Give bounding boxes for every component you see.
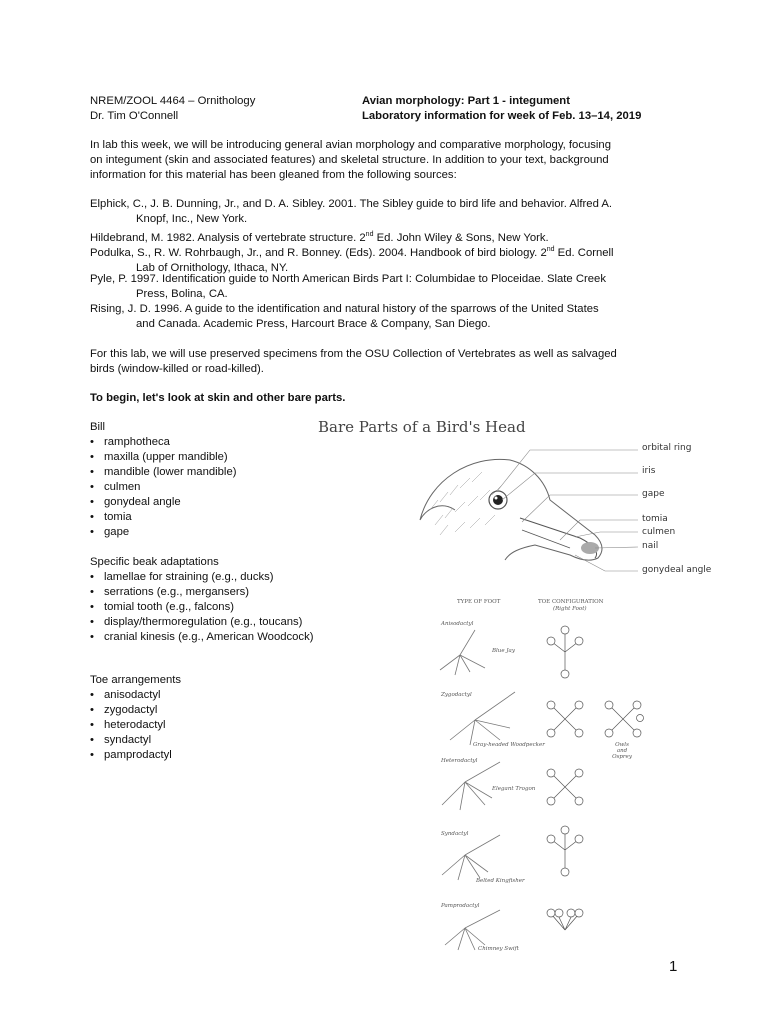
- toe-config-header: TOE CONFIGURATION: [538, 599, 604, 605]
- foot-type-pamprodactyl: Pamprodactyl: [441, 903, 480, 909]
- label-gape: gape: [642, 489, 665, 499]
- toes-list: [90, 688, 172, 763]
- label-gonydeal-angle: gonydeal angle: [642, 565, 712, 575]
- bird-elegant-trogon: Elegant Trogon: [492, 786, 536, 792]
- list-item: • pamprodactyl: [90, 748, 172, 763]
- intro-paragraph: In lab this week, we will be introducing general avian morphology and comparative morphology, focusing on integument (skin and associated features) and skeletal structure. In addition to your text, background information for this material has been gleaned from the following sources:: [90, 139, 611, 181]
- list-item: • heterodactyl: [90, 718, 172, 733]
- label-tomia: tomia: [642, 514, 668, 524]
- specimens-paragraph: For this lab, we will use preserved specimens from the OSU Collection of Vertebrates as well as salvaged birds (window-killed or road-killed).: [90, 348, 617, 375]
- reference-rising: Rising, J. D. 1996. A guide to the identification and natural history of the sparrows of the United States and Canada. Academic Press, Harcourt Brace & Company, San Diego.: [90, 303, 599, 330]
- list-item: • culmen: [90, 480, 237, 495]
- begin-heading: To begin, let's look at skin and other bare parts.: [90, 392, 346, 404]
- list-item: • gape: [90, 525, 237, 540]
- bill-heading: Bill: [90, 421, 106, 433]
- list-item: • anisodactyl: [90, 688, 172, 703]
- list-item: • zygodactyl: [90, 703, 172, 718]
- label-culmen: culmen: [642, 527, 676, 537]
- toe-config-subheader: (Right Foot): [553, 606, 587, 612]
- toes-heading: Toe arrangements: [90, 674, 182, 686]
- beak-list: [90, 570, 314, 645]
- list-item: • gonydeal angle: [90, 495, 237, 510]
- list-item: • lamellae for straining (e.g., ducks): [90, 570, 314, 585]
- foot-type-zygodactyl: Zygodactyl: [441, 692, 472, 698]
- label-orbital-ring: orbital ring: [642, 443, 692, 453]
- reference-pyle: Pyle, P. 1997. Identification guide to North American Birds Part I: Columbidae to Ploceidae. Slate Creek Press, Bolina, CA.: [90, 273, 606, 300]
- beak-heading: Specific beak adaptations: [90, 556, 219, 568]
- reference-hildebrand: Hildebrand, M. 1982. Analysis of vertebrate structure. 2nd Ed. John Wiley & Sons, New York.: [90, 231, 549, 244]
- reference-podulka: Podulka, S., R. W. Rohrbaugh, Jr., and R. Bonney. (Eds). 2004. Handbook of bird biology. 2nd Ed. Cornell Lab of Ornithology, Ithaca, NY.: [90, 246, 614, 274]
- list-item: • display/thermoregulation (e.g., toucans): [90, 615, 314, 630]
- document-title: Avian morphology: Part 1 - integument: [362, 95, 570, 107]
- bird-blue-jay: Blue Jay: [492, 648, 515, 654]
- list-item: • syndactyl: [90, 733, 172, 748]
- bill-list: [90, 435, 237, 540]
- foot-type-heterodactyl: Heterodactyl: [441, 758, 478, 764]
- list-item: • mandible (lower mandible): [90, 465, 237, 480]
- list-item: • maxilla (upper mandible): [90, 450, 237, 465]
- document-subtitle: Laboratory information for week of Feb. 13–14, 2019: [362, 110, 642, 122]
- label-nail: nail: [642, 541, 659, 551]
- bird-chimney-swift: Chimney Swift: [478, 946, 519, 952]
- list-item: • tomia: [90, 510, 237, 525]
- list-item: • serrations (e.g., mergansers): [90, 585, 314, 600]
- list-item: • ramphotheca: [90, 435, 237, 450]
- bird-gray-headed-woodpecker: Gray-headed Woodpecker: [473, 742, 545, 748]
- foot-type-anisodactyl: Anisodactyl: [441, 621, 474, 627]
- instructor-name: Dr. Tim O'Connell: [90, 110, 179, 122]
- list-item: • cranial kinesis (e.g., American Woodcock): [90, 630, 314, 645]
- list-item: • tomial tooth (e.g., falcons): [90, 600, 314, 615]
- foot-types-illustration: [430, 610, 650, 960]
- bird-belted-kingfisher: Belted Kingfisher: [476, 878, 525, 884]
- foot-type-syndactyl: Syndactyl: [441, 831, 469, 837]
- label-iris: iris: [642, 466, 656, 476]
- course-name: NREM/ZOOL 4464 – Ornithology: [90, 95, 256, 107]
- reference-elphick: Elphick, C., J. B. Dunning, Jr., and D. A. Sibley. 2001. The Sibley guide to bird life and behavior. Alfred A. Knopf, Inc., New York.: [90, 198, 613, 225]
- page-number: 1: [669, 958, 678, 975]
- foot-column-header: TYPE OF FOOT: [457, 599, 501, 605]
- head-figure-title: Bare Parts of a Bird's Head: [318, 418, 526, 436]
- bird-owls-osprey: Owls and Osprey: [612, 742, 632, 760]
